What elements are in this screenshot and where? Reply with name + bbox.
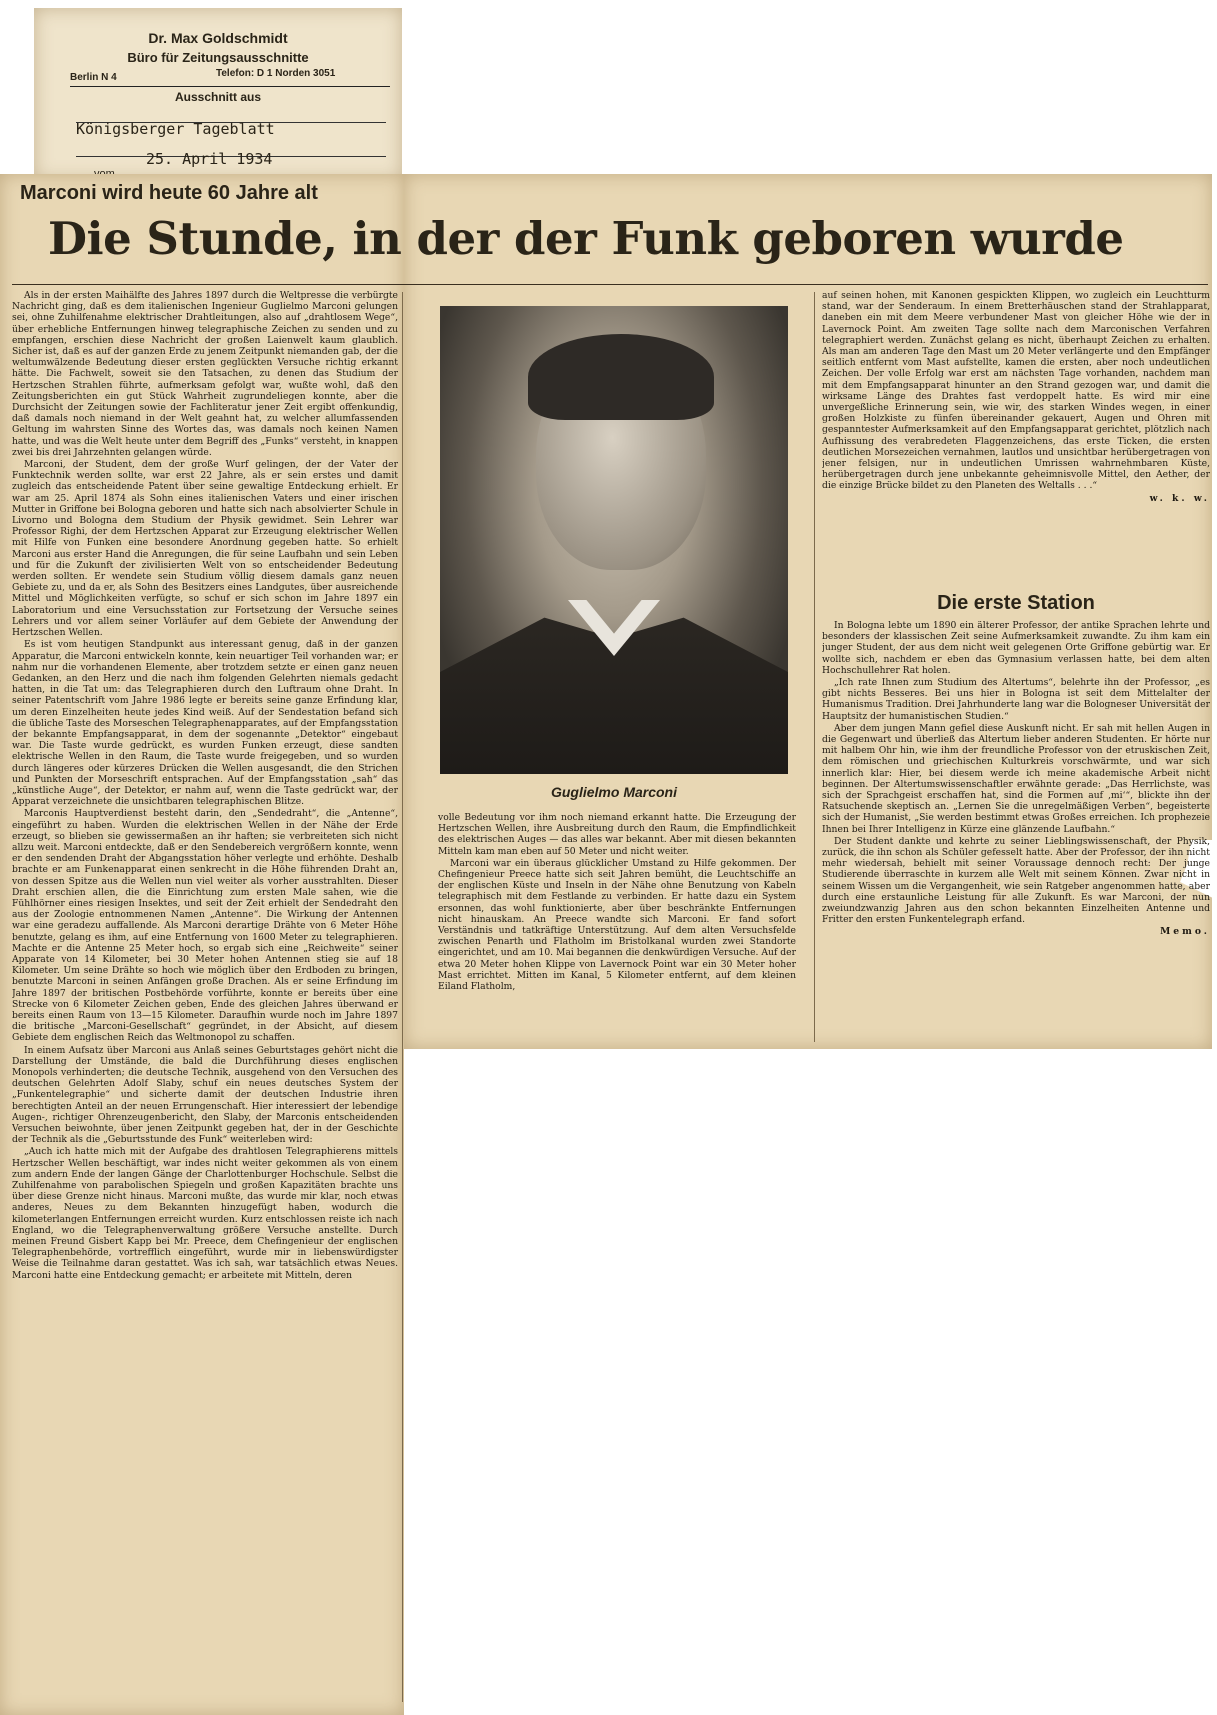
article-column-2 [438,812,796,1042]
service-name: Dr. Max Goldschmidt [148,30,288,46]
portrait-suit [440,604,788,774]
slip-divider [70,86,390,87]
article-column-3 [822,290,1210,590]
column-rule-1 [402,292,403,1702]
service-office: Büro für Zeitungsausschnitte [127,50,309,65]
column-rule-2 [814,292,815,1042]
paragraph: „Ich rate Ihnen zum Studium des Altertums“, belehrte ihn der Professor, „es gibt nichts Besseres. Bei uns hier in Bologna ist seit dem Mittelalter der Humanismus Tradition. Drei Jahrhunderte lang war die Bologneser Universität der Hauptsitz der humanistischen Studien.“ [822,677,1210,722]
ausschnitt-label: Ausschnitt aus [174,90,261,104]
paragraph: „Auch ich hatte mich mit der Aufgabe des drahtlosen Telegraphierens mittels Hertzscher Wellen beschäftigt, war indes nicht weiter gekommen als von einem zum andern Ende der langen Gänge der Charlottenburger Hochschule. Selbst die Zuhilfenahme von parabolischen Spiegeln und großen Kapazitäten brachte uns über diese Grenze nicht hinaus. Marconi mußte, das wurde mir klar, noch etwas anderes, Neues zu dem Bekannten hinzugefügt haben, wodurch die kilometerlangen Entfernungen erreicht wurden. Kurz entschlossen reiste ich nach England, wo die Telegraphenverwaltung größere Versuche anstellte. Durch meinen Freund Gisbert Kapp bei Mr. Preece, dem Chefingenieur der englischen Telegraphenbehörde, vortrefflich eingeführt, wurde mir in liebenswürdigster Weise die Teilnahme daran gestattet. Was ich sah, war tatsächlich etwas Neues. Marconi hatte eine Entdeckung gemacht; er arbeitete mit Mitteln, deren [12,1146,398,1281]
article-column-4 [822,620,1210,1048]
paragraph: Marconi, der Student, dem der große Wurf gelingen, der der Vater der Funktechnik werden sollte, war erst 22 Jahre, als er sein erstes und damit zugleich das entscheidende Patent über seine gewaltige Entdeckung erhielt. Er war am 25. April 1874 als Sohn eines italienischen Vaters und einer irischen Mutter in Griffone bei Bologna geboren und hatte sich nach absolvierter Schule in Livorno und Bologna dem Studium der Physik gewidmet. Sein Lehrer war Professor Righi, der dem Hertzschen Apparat zur Erzeugung elektrischer Wellen mit Hilfe von Funken eine besondere Anordnung gegeben hatte. So erhielt Marconi aus erster Hand die Anregungen, die für seine Laufbahn und sein Leben und für die Zukunft der zivilisierten Welt von so entscheidender Bedeutung werden sollten. Er wendete sein Studium völlig diesem damals ganz neuen Gebiete zu, und da er, als Sohn des Besitzers eines Landgutes, über ausreichende Mittel und Möglichkeiten verfügte, so schuf er sich schon im Jahre 1897 ein Laboratorium und eine Versuchsstation zur Fortsetzung der Versuche seines Lehrers und vor allem seiner Vorläufer auf dem Gebiete der Anwendung der Hertzschen Wellen. [12,459,398,639]
paragraph: In Bologna lebte um 1890 ein älterer Professor, der antike Sprachen lehrte und besonders der klassischen Zeit seine Aufmerksamkeit zuwandte. Zu ihm kam ein junger Student, der aus dem nicht weit gelegenen Orte Griffone gebürtig war. Er wollte sich, nachdem er eben das Gymnasium verlassen hatte, bei dem alten Hochschullehrer Rat holen. [822,620,1210,676]
article-headline: Die Stunde, in der der Funk geboren wurde [48,212,1124,265]
author-signature-1: w. k. w. [1149,492,1210,504]
service-city: Berlin N 4 [70,72,117,83]
paragraph: auf seinen hohen, mit Kanonen gespickten Klippen, wo zugleich ein Leuchtturm stand, war der Senderaum. In einem Bretterhäuschen stand der Strahlapparat, daneben ein mit dem Meere verbundener Mast von gleicher Höhe wie der in Lavernock Point. Am zweiten Tage sollte nach dem Marconischen Verfahren telegraphiert werden. Zunächst gelang es nicht, überhaupt Zeichen zu erhalten. Als man am anderen Tage den Mast um 20 Meter verlängerte und den Empfänger seitlich entfernt vom Mast aufstellte, kamen die ersten, aber noch undeutlichen Zeichen. Der volle Erfolg war erst am nächsten Tage vorhanden, nachdem man mit dem Empfangsapparat hinunter an den Strand gezogen war, und damit die wirksame Länge des Drahtes fast verdoppelt hatte. Es wird mir eine unvergeßliche Erinnerung sein, wie wir, des starken Windes wegen, in einer großen Holzkiste zu fünfen übereinander gekauert, Augen und Ohren mit gespanntester Aufmerksamkeit auf den Empfangsapparat gerichtet, plötzlich nach Aufhissung des verabredeten Flaggenzeichens, das erste Ticken, die ersten deutlichen Morsezeichen vernahmen, lautlos und unsichtbar herübergetragen von jener felsigen, nur in undeutlichen Umrissen wahrnehmbaren Küste, herübergetragen durch jene unbekannte geheimnisvolle Mittel, den Aether, der die einzige Brücke bildet zu den Planeten des Weltalls . . .“ [822,290,1210,492]
paragraph: Der Student dankte und kehrte zu seiner Lieblingswissenschaft, der Physik, zurück, die ihn schon als Schüler gefesselt hatte. Aber der Professor, der ihn nicht mehr wiedersah, behielt mit seiner Voraussage dennoch recht: Der junge Studierende überraschte in kurzem alle Welt mit seinem Können. Zwar nicht in seinem Wissen um die Vergangenheit, wie sein Ratgeber angenommen hatte, aber durch eine erstaunliche Leistung für alle Zukunft. Es war Marconi, der nun zweiundzwanzig Jahren aus den schon bekannten Einzelheiten Antenne und Fritter den ersten Funkentelegraph erfand. [822,835,1210,926]
source-newspaper: Königsberger Tageblatt [76,120,275,138]
section-subhead: Die erste Station [937,592,1095,614]
paragraph: Marconi war ein überaus glücklicher Umstand zu Hilfe gekommen. Der Chefingenieur Preece hatte sich seit Jahren bemüht, die Leuchtschiffe an der englischen Küste und Inseln in der Nähe ohne Benutzung von Kabeln telegraphisch mit dem Festlande zu verbinden. Er hatte dazu ein System ersonnen, das wohl funktionierte, aber über beschränkte Entfernungen nicht hinauskam. An Preece wandte sich Marconi. Er fand sofort Verständnis und tatkräftige Unterstützung. Auf dem alten Versuchsfelde zwischen Penarth und Flatholm im Bristolkanal wurden zwei Standorte eingerichtet, und am 10. Mai begannen die denkwürdigen Versuche. Auf der etwa 20 Meter hohen Klippe von Lavernock Point war ein 30 Meter hoher Mast errichtet. Mitten im Kanal, 5 Kilometer entfernt, auf dem kleinen Eiland Flatholm, [438,857,796,993]
paragraph: Es ist vom heutigen Standpunkt aus interessant genug, daß in der ganzen Apparatur, die Marconi entwickeln konnte, kein neuartiger Teil vorhanden war; er nahm nur die vorhandenen Elemente, aber trotzdem setzte er einen ganz neuen Gedanken, an den Herz und die nach ihm folgenden Gelehrten niemals gedacht hatten, in die Tat um: das Telegraphieren durch den Luftraum ohne Draht. In seiner Patentschrift vom Jahre 1986 legte er bereits seine ganze Erfindung klar, um deren Einzelheiten heute jedes Kind weiß. Auf der Sendestation befand sich die übliche Taste des Morseschen Telegraphenapparates, auf der Empfangsstation der bekannte Empfangsapparat, in dem der sogenannte „Detektor“ eingebaut war. Die Taste wurde gedrückt, es wurden Funken erzeugt, diese sandten elektrische Wellen in den Raum, die Taste wurde freigegeben, und so wurden durch längeres oder kürzeres Drücken die Wellen ausgesandt, die den Strichen und Punkten der Morseschrift entsprachen. Auf der Empfangsstation „sah“ das „künstliche Auge“, der Detektor, er nahm auf, wenn die Taste gedrückt war, der Apparat verzeichnete die unsichtbaren telegraphischen Blitze. [12,639,398,808]
paragraph: Aber dem jungen Mann gefiel diese Auskunft nicht. Er sah mit hellen Augen in die Gegenwart und überließ das Altertum lieber anderen Studenten. Er hörte nur mit halbem Ohr hin, wie ihm der freundliche Professor von der etruskischen Zeit, dem römischen und griechischen Kulturkreis vorschwärmte, und war sich innerlich klar: Hier, bei diesem werde ich meine akademische Arbeit nicht beginnen. Der Altertumswissenschaftler erwähnte gerade: „Das Herrlichste, was sich der Sprachgeist erschaffen hat, sind die Formen auf ‚mi‘“, blickte ihn der Ratsuchende skeptisch an. „Lernen Sie die unregelmäßigen Verben“, begeisterte sich der Humanist, „Sie werden bestimmt etwas Großes erreichen. Ich prophezeie Ihnen bei Ihrer Intelligenz in Kürze eine glänzende Laufbahn.“ [822,722,1210,835]
paragraph: In einem Aufsatz über Marconi aus Anlaß seines Geburtstages gehört nicht die Darstellung der Umstände, die bald die Durchführung dieses englischen Monopols verhinderten; die deutsche Technik, ausgehend von den Versuchen des deutschen Gelehrten Adolf Slaby, schuf ein neues deutsches System der „Funkentelegraphie“ und sicherte damit der deutschen Industrie ihren berechtigten Anteil an der neuen Errungenschaft. Hier interessiert der lebendige Augen-, richtiger Ohrenzeugenbericht, den Slaby, der Marconis entscheidenden Versuchen beiwohnte, über jenen Zeitpunkt gegeben hat, der in der Geschichte der Technik als die „Geburtsstunde des Funk“ weiterleben wird: [12,1044,398,1146]
photo-caption: Guglielmo Marconi [550,784,677,800]
article-column-1 [12,290,398,1710]
portrait-hair [528,334,714,420]
clipping-service-slip [34,8,402,180]
article-kicker: Marconi wird heute 60 Jahre alt [20,182,318,204]
author-signature-2: Memo. [1160,926,1210,938]
paragraph: Als in der ersten Maihälfte des Jahres 1897 durch die Weltpresse die verbürgte Nachricht ging, daß es dem italienischen Ingenieur Guglielmo Marconi gelungen sei, ohne Zuhilfenahme elektrischer Drahtleitungen, also auf „drahtlosem Wege“, über erhebliche Entfernungen hinweg telegraphische Zeichen zu senden und zu empfangen, erschien diese Nachricht der großen Laienwelt kaum glaublich. Sicher ist, daß es auf der ganzen Erde zu jenem Zeitpunkt niemanden gab, der die weltumwälzende Bedeutung dieser ersten geglückten Versuche richtig erkannt hätte. Die Fachwelt, soweit sie den Tatsachen, zu denen das Studium der Hertzschen Strahlen führte, aufmerksam gefolgt war, wußte wohl, daß den Zeitungsberichten ein gut Stück Wahrheit zugrundeliegen konnte, aber die Durchsicht der Zeitungen sowie der Fachliteratur jener Zeit ergibt offenkundig, daß damals noch niemand in der Welt geahnt hat, zu welcher allumfassenden Geltung im wahrsten Sinne des Wortes das, was damals noch keinen Namen hatte, und was die Welt heute unter dem Begriff des „Funks“ versteht, in knappen zwei bis drei Jahrzehnten gelangen würde. [12,290,398,458]
clipping-date: 25. April 1934 [146,150,273,168]
marconi-portrait-photo [440,306,788,774]
paragraph: volle Bedeutung vor ihm noch niemand erkannt hatte. Die Erzeugung der Hertzschen Wellen, ihre Ausbreitung durch den Raum, die Empfindlichkeit des elektrischen Auges — das alles war bekannt. Aber mit diesen bekannten Mitteln kam man eben auf 50 Meter und nicht weiter. [438,812,796,857]
paragraph: Marconis Hauptverdienst besteht darin, den „Sendedraht“, die „Antenne“, eingeführt zu haben. Wurden die elektrischen Wellen in der Nähe der Erde erzeugt, so blieben sie gewissermaßen an ihr haften; sie verbreiteten sich nicht allzu weit. Marconi entdeckte, daß er den Sendebereich vergrößern konnte, wenn er den sendenden Draht der Abgangsstation höher verlegte und erhöhte. Deshalb brachte er am Funkenapparat einen senkrecht in die Höhe führenden Draht an, von dessen Spitze aus die Wellen nun viel weiter als vorher ausstrahlten. Dieser Draht erschien allen, die die Einrichtung zum ersten Male sahen, wie die Fühlhörner eines riesigen Insektes, und seit der Zeit erhielt der Sendedraht den aus der Zoologie entnommenen Namen „Antenne“. Die Wirkung der Antennen war eine geradezu auffallende. Als Marconi derartige Drähte von 6 Meter Höhe benutzte, gelang es ihm, auf eine Entfernung von 1600 Meter zu telegraphieren. Machte er die Antenne 25 Meter hoch, so ergab sich eine „Reichweite“ seiner Apparate von 14 Kilometer, bei 30 Meter hohen Antennen stieg sie auf 18 Kilometer. Um seine Drähte so hoch wie möglich über den Erdboden zu bringen, benutzte Marconi in seinen Anfängen große Drachen. Als er seine Erfindung im Jahre 1897 der britischen Postbehörde vorführte, konnte er bereits über eine Strecke von 6 Kilometer Zeichen geben, Ende des gleichen Jahres überwand er bereits einen Raum von 13—15 Kilometer. Daraufhin wurde noch im Jahre 1897 die britische „Marconi-Gesellschaft“ gegründet, in der Absicht, auf diesem Gebiete dem englischen Reich das Weltmonopol zu schaffen. [12,808,398,1044]
headline-rule [12,284,1208,285]
service-phone: Telefon: D 1 Norden 3051 [216,68,336,79]
